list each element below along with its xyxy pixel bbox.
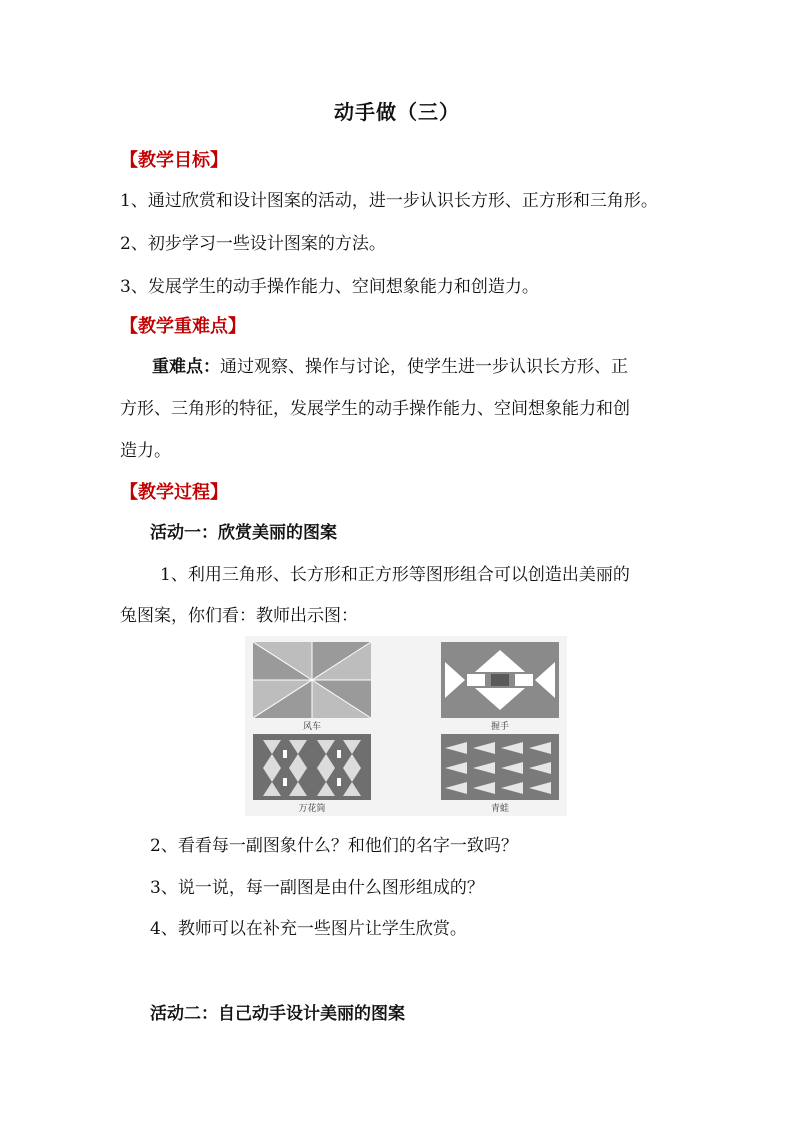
page-title: 动手做（三）: [334, 100, 460, 124]
activity-2-title: 活动二：自己动手设计美丽的图案: [150, 1004, 405, 1024]
frog-pattern: [441, 734, 559, 800]
key-points-line-1: [152, 352, 628, 377]
activity-1-para-line-1: 1、利用三角形、长方形和正方形等图形组合可以创造出美丽的: [160, 565, 630, 585]
caption-kaleidoscope: 万花筒: [298, 804, 326, 814]
pattern-figure: [245, 636, 567, 816]
kaleidoscope-pattern: [253, 734, 371, 800]
goals-heading: 【教学目标】: [120, 150, 228, 171]
caption-handshake: 握手: [490, 722, 510, 732]
pattern-figure-svg: [245, 636, 567, 816]
key-points-label: 重难点：: [152, 357, 220, 377]
handshake-pattern: [441, 642, 559, 718]
activity-1-para-line-2: 兔图案，你们看：教师出示图：: [120, 606, 358, 626]
caption-windmill: 风车: [302, 722, 322, 732]
goal-item-1: 1、通过欣赏和设计图案的活动，进一步认识长方形、正方形和三角形。: [120, 191, 658, 211]
activity-1-item-4: 4、教师可以在补充一些图片让学生欣赏。: [150, 919, 467, 939]
key-points-line-3: 造力。: [120, 441, 171, 461]
goal-item-2: 2、初步学习一些设计图案的方法。: [120, 234, 386, 254]
key-points-text: 通过观察、操作与讨论，使学生进一步认识长方形、正: [220, 357, 628, 377]
activity-1-item-2: 2、看看每一副图象什么？和他们的名字一致吗？: [150, 836, 518, 856]
caption-frog: 青蛙: [490, 804, 510, 814]
activity-1-title: 活动一：欣赏美丽的图案: [150, 523, 337, 543]
goal-item-3: 3、发展学生的动手操作能力、空间想象能力和创造力。: [120, 277, 539, 297]
windmill-pattern: [253, 642, 371, 718]
activity-1-item-3: 3、说一说，每一副图是由什么图形组成的？: [150, 878, 484, 898]
process-heading: 【教学过程】: [120, 482, 228, 503]
key-points-line-2: 方形、三角形的特征，发展学生的动手操作能力、空间想象能力和创: [120, 399, 630, 419]
key-points-heading: 【教学重难点】: [120, 316, 246, 337]
